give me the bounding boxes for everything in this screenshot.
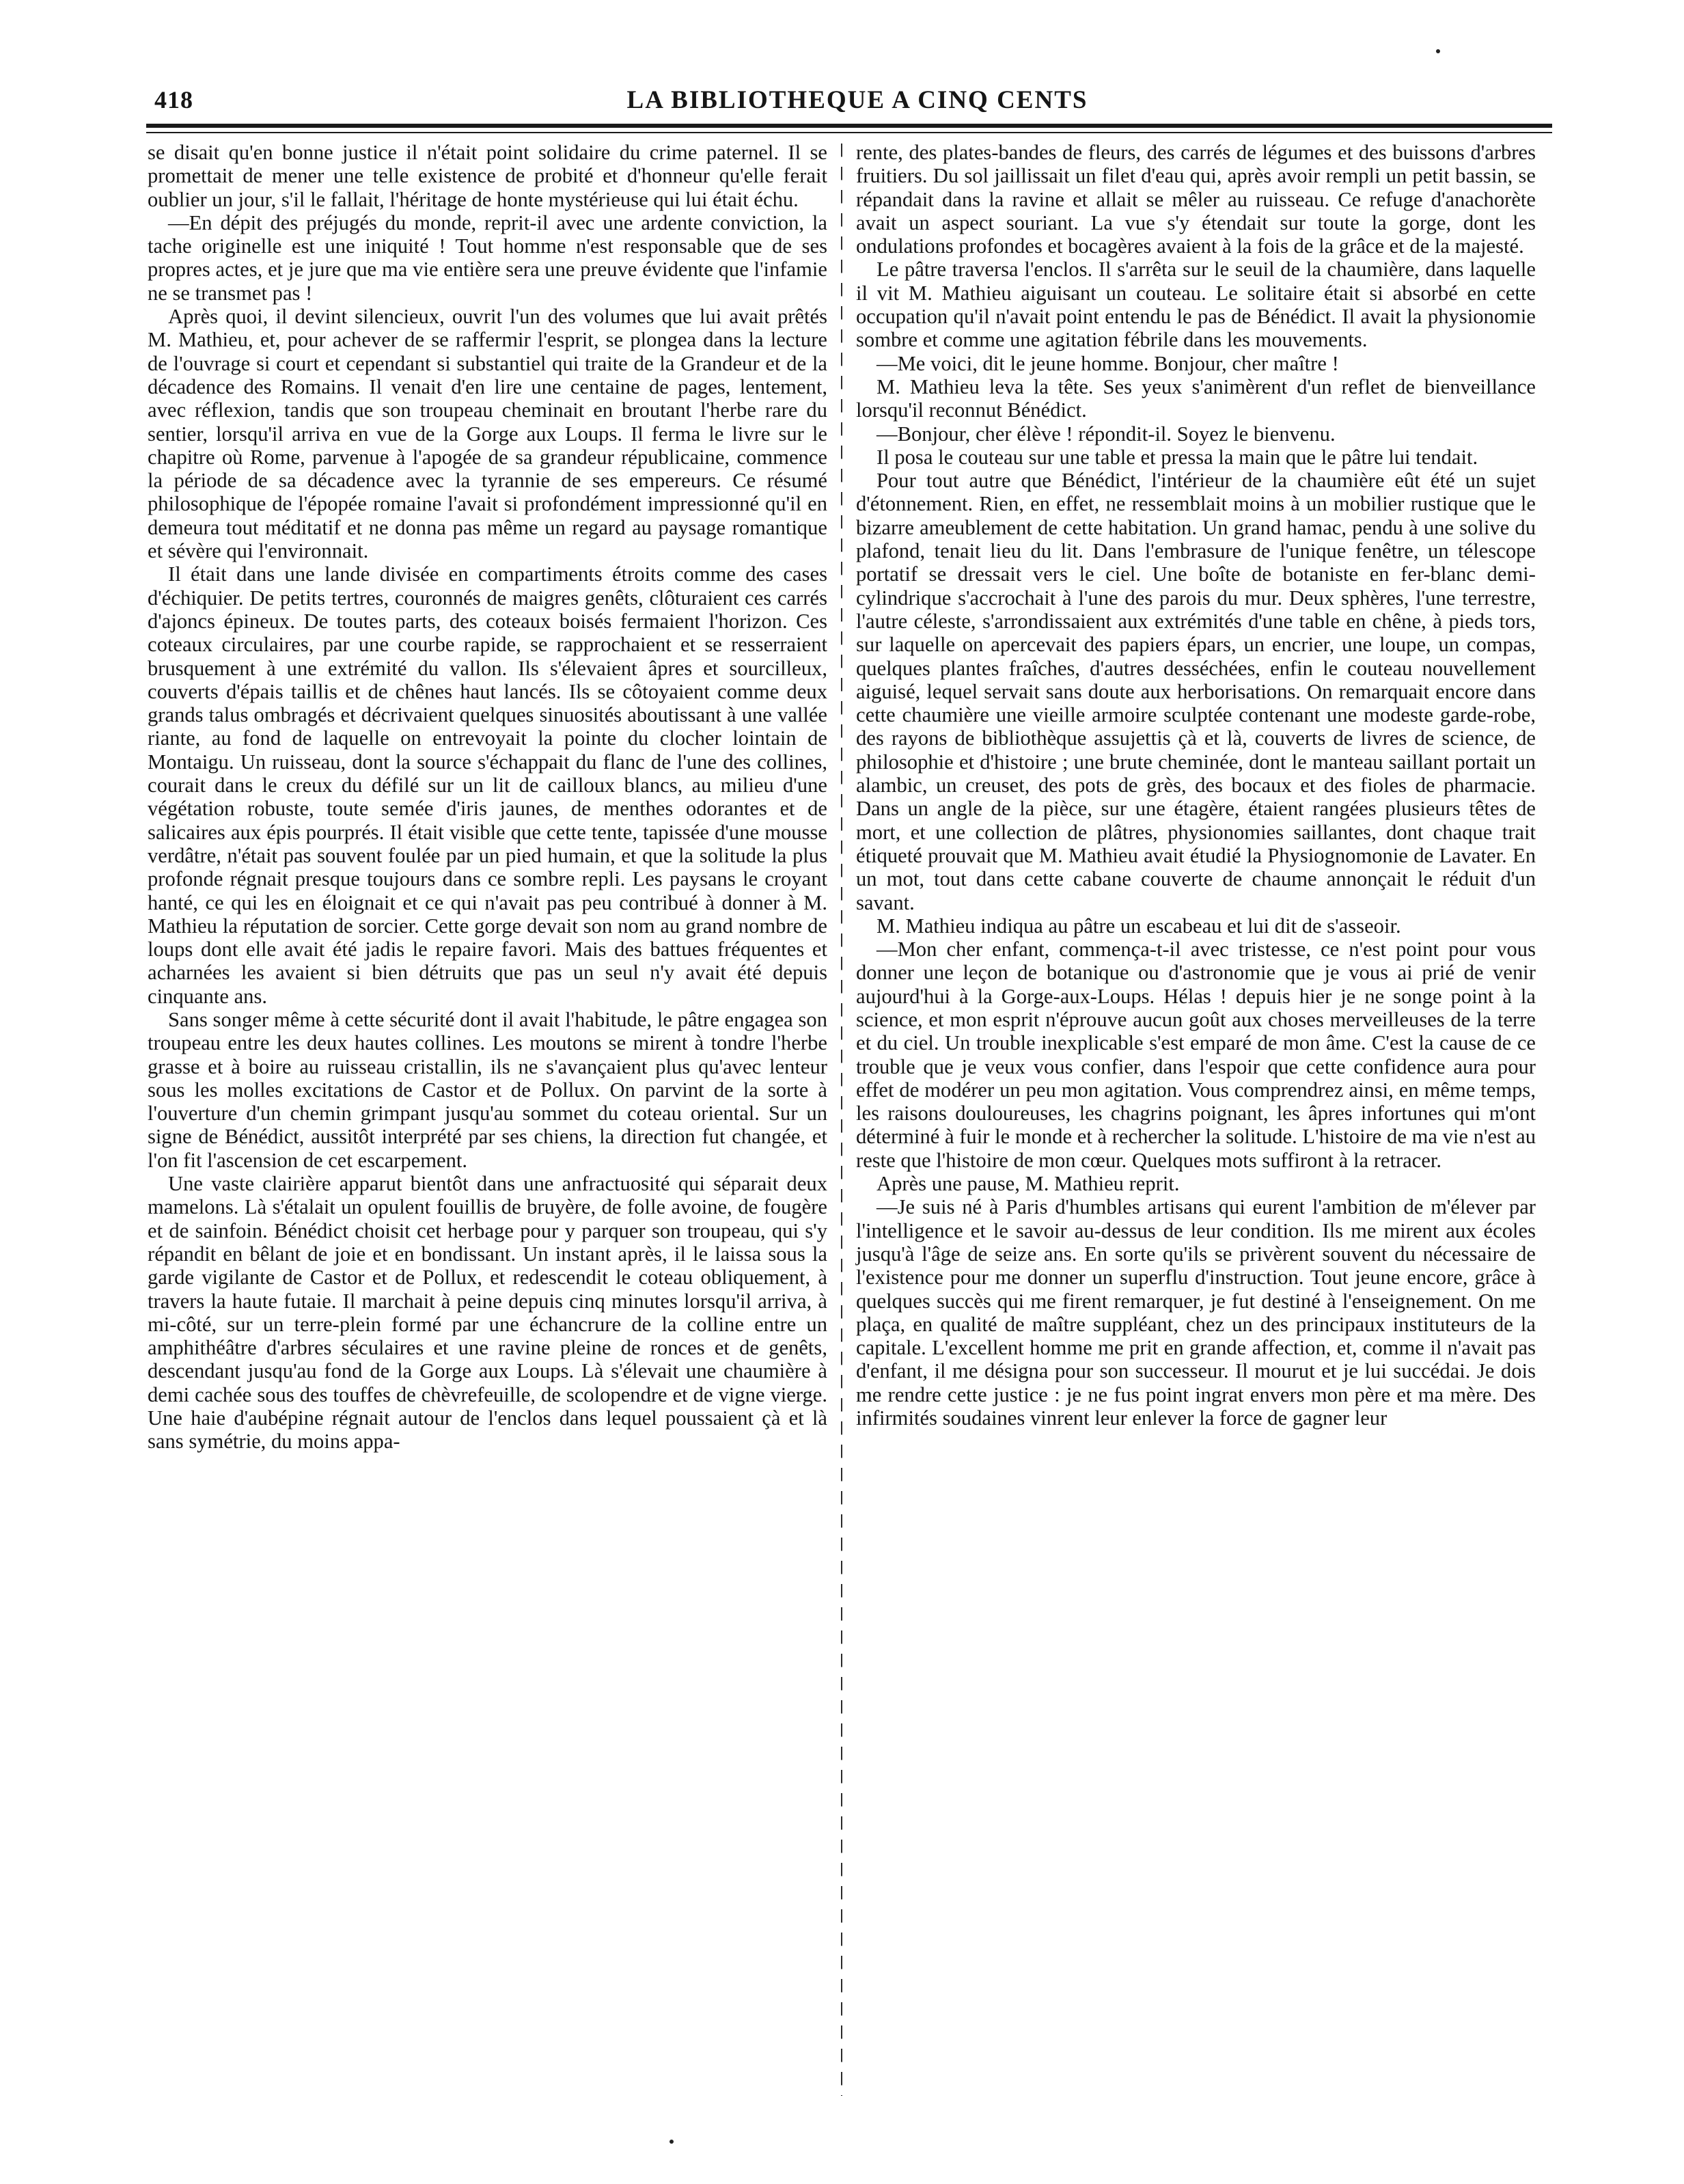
paragraph: Pour tout autre que Bénédict, l'intérieur de la chaumière eût été un sujet d'étonnement. Rien, en effet, ne ressemblait moins à un mobilier rustique que le bizarre ameublement de cette habitation. Un grand hamac, pendu à une solive du plafond, tenait lieu du lit. Dans l'embrasure de l'unique fenêtre, un télescope portatif se dressait vers le ciel. Une boîte de botaniste en fer-blanc demi-cylindrique s'accrochait à l'une des parois du mur. Deux sphères, l'une terrestre, l'autre céleste, s'arrondissaient aux extrémités d'une table en chêne, à pieds tors, sur laquelle on apercevait des papiers épars, un encrier, une loupe, un compas, quelques plantes fraîches, d'autres desséchées, enfin le couteau nouvellement aiguisé, lequel servait sans doute aux herborisations. On remarquait encore dans cette chaumière une vieille armoire sculptée contenant une modeste garde-robe, des rayons de bibliothèque assujettis çà et là, couverts de livres de science, de philosophie et d'histoire ; une brute cheminée, dont le manteau saillant portait un alambic, un creuset, des pots de grès, des bocaux et des fioles de pharmacie. Dans un angle de la pièce, sur une étagère, étaient rangées plusieurs têtes de mort, et une collection de plâtres, physionomies saillantes, dont chaque trait étiqueté prouvait que M. Mathieu avait étudié la Physiognomonie de Lavater. En un mot, tout dans cette cabane couverte de chaume annonçait le réduit d'un savant.: [856, 469, 1536, 914]
ink-speck: [670, 2140, 674, 2144]
paragraph: se disait qu'en bonne justice il n'était point solidaire du crime paternel. Il se promettait de mener une telle existence de probité et d'honneur qu'elle ferait oublier un jour, s'il le fallait, l'héritage de honte mystérieuse qui lui était échu.: [148, 141, 827, 211]
paragraph: —Mon cher enfant, commença-t-il avec tristesse, ce n'est point pour vous donner une leçon de botanique ou d'astronomie que je vous ai prié de venir aujourd'hui à la Gorge-aux-Loups. Hélas ! depuis hier je ne songe point à la science, et mon esprit n'éprouve aucun goût aux choses merveilleuses de la terre et du ciel. Un trouble inexplicable s'est emparé de mon âme. C'est la cause de ce trouble que je veux vous confier, dans l'espoir que cette confidence aura pour effet de modérer un peu mon agitation. Vous comprendrez ainsi, en même temps, les raisons douloureuses, les chagrins poignant, les âpres infortunes qui m'ont déterminé à fuir le monde et à rechercher la solitude. L'histoire de ma vie n'est au reste que l'histoire de mon cœur. Quelques mots suffiront à la retracer.: [856, 938, 1536, 1172]
paragraph: Le pâtre traversa l'enclos. Il s'arrêta sur le seuil de la chaumière, dans laquelle il vit M. Mathieu aiguisant un couteau. Le solitaire était si absorbé en cette occupation qu'il n'avait point entendu le pas de Bénédict. Il avait la physionomie sombre et comme une agitation fébrile dans les mouvements.: [856, 258, 1536, 352]
paragraph: —Me voici, dit le jeune homme. Bonjour, cher maître !: [876, 351, 1339, 375]
page-number: 418: [154, 86, 193, 113]
paragraph: rente, des plates-bandes de fleurs, des carrés de légumes et des buissons d'arbres fruitiers. Du sol jaillissait un filet d'eau qui, après avoir rempli un petit bassin, se répandait dans la ravine et allait se mêler au ruisseau. Ce refuge d'anachorète avait un aspect souriant. La vue s'y étendait sur toute la gorge, dont les ondulations profondes et bocagères avaient à la fois de la grâce et de la majesté.: [856, 141, 1536, 258]
paragraph: Il était dans une lande divisée en compartiments étroits comme des cases d'échiquier. De petits tertres, couronnés de maigres genêts, clôturaient ces carrés d'ajoncs épineux. De toutes parts, des coteaux boisés fermaient l'horizon. Ces coteaux circulaires, par une courbe rapide, se rapprochaient et se resserraient brusquement à une extrémité du vallon. Ils s'élevaient âpres et sourcilleux, couverts d'épais taillis et de chênes haut lancés. Ils se côtoyaient comme deux grands talus ombragés et décrivaient quelques sinuosités aboutissant à une vallée riante, au fond de laquelle on entrevoyait la pointe du clocher lointain de Montaigu. Un ruisseau, dont la source s'échappait du flanc de l'une des collines, courait dans le creux du défilé sur un lit de cailloux blancs, au milieu d'une végétation robuste, toute semée d'iris jaunes, de menthes odorantes et de salicaires aux épis pourprés. Il était visible que cette tente, tapissée d'une mousse verdâtre, n'était pas souvent foulée par un pied humain, et que la solitude la plus profonde régnait presque toujours dans ce sombre repli. Les paysans le croyant hanté, ce qui les en éloignait et ce qui n'avait pas peu contribué à donner à M. Mathieu la réputation de sorcier. Cette gorge devait son nom au grand nombre de loups dont elle avait été jadis le repaire favori. Mais des battues fréquentes et acharnées les avaient si bien détruits que pas un seul n'y avait été depuis cinquante ans.: [148, 562, 827, 1008]
paragraph: Il posa le couteau sur une table et pressa la main que le pâtre lui tendait.: [876, 445, 1478, 469]
paragraph: M. Mathieu indiqua au pâtre un escabeau et lui dit de s'asseoir.: [876, 914, 1401, 938]
left-column: [148, 141, 827, 1453]
page-header: [154, 80, 1560, 121]
paragraph: Après quoi, il devint silencieux, ouvrit l'un des volumes que lui avait prêtés M. Mathieu, et, pour achever de se raffermir l'esprit, se plongea dans la lecture de l'ouvrage si court et cependant si substantiel qui traite de la Grandeur et de la décadence des Romains. Il venait d'en lire une centaine de pages, lentement, avec réflexion, tandis que son troupeau cheminait en broutant l'herbe rare du sentier, lorsqu'il arriva en vue de la Gorge aux Loups. Il ferma le livre sur le chapitre où Rome, parvenue à l'apogée de sa grandeur républicaine, commence la période de sa décadence avec la tyrannie de ses empereurs. Ce résumé philosophique de l'épopée romaine l'avait si profondément impressionné qu'il en demeura tout méditatif et ne donna pas même un regard au paysage romantique et sévère qui l'environnait.: [148, 305, 827, 563]
paragraph: —En dépit des préjugés du monde, reprit-il avec une ardente conviction, la tache originelle est une iniquité ! Tout homme n'est responsable que de ses propres actes, et je jure que ma vie entière sera une preuve évidente que l'infamie ne se transmet pas !: [148, 210, 827, 305]
paragraph: Une vaste clairière apparut bientôt dans une anfractuosité qui séparait deux mamelons. Là s'étalait un opulent fouillis de bruyère, de folle avoine, de fougère et de sainfoin. Bénédict choisit cet herbage pour y parquer son troupeau, qui s'y répandit en bêlant de joie et en bondissant. Un instant après, il le laissa sous la garde vigilante de Castor et de Pollux, et redescendit le coteau obliquement, à travers la haute futaie. Il marchait à peine depuis cinq minutes lorsqu'il arriva, à mi-côté, sur un terre-plein formé par une échancrure de la colline entre un amphithéâtre d'arbres séculaires et une ravine pleine de ronces et de genêts, descendant jusqu'au fond de la Gorge aux Loups. Là s'élevait une chaumière à demi cachée sous des touffes de chèvrefeuille, de scolopendre et de vigne vierge. Une haie d'aubépine régnait autour de l'enclos dans lequel poussaient çà et là sans symétrie, du moins appa-: [148, 1172, 827, 1453]
paragraph: Sans songer même à cette sécurité dont il avait l'habitude, le pâtre engagea son troupeau entre les deux hautes collines. Les moutons se mirent à tondre l'herbe grasse et à boire au ruisseau cristallin, ils ne s'avançaient plus qu'avec lenteur sous les molles excitations de Castor et de Pollux. On parvint de la sorte à l'ouverture d'un chemin grimpant jusqu'au sommet du coteau oriental. Sur un signe de Bénédict, aussitôt interprété par ses chiens, la direction fut changée, et l'on fit l'ascension de cet escarpement.: [148, 1007, 827, 1172]
paragraph: Après une pause, M. Mathieu reprit.: [876, 1172, 1180, 1196]
paragraph: —Bonjour, cher élève ! répondit-il. Soyez le bienvenu.: [876, 422, 1336, 446]
running-title: LA BIBLIOTHEQUE A CINQ CENTS: [626, 86, 1088, 114]
paragraph: M. Mathieu leva la tête. Ses yeux s'animèrent d'un reflet de bienveillance lorsqu'il reconnut Bénédict.: [856, 374, 1536, 422]
ink-speck: [1436, 49, 1440, 53]
header-rule-thick: [146, 124, 1552, 128]
paragraph: —Je suis né à Paris d'humbles artisans qui eurent l'ambition de m'élever par l'intelligence et le savoir au-dessus de leur condition. Ils me mirent aux écoles jusqu'à l'âge de seize ans. En sorte qu'ils se privèrent souvent du nécessaire de l'existence pour me donner un superflu d'instruction. Tout jeune encore, grâce à quelques succès qui me firent remarquer, je fut destiné à l'enseignement. On me plaça, en qualité de maître suppléant, chez un des principaux instituteurs de la capitale. L'excellent homme me prit en grande affection, et, comme il n'avait pas d'enfant, il me désigna pour son successeur. Il mourut et je lui succédai. Je dois me rendre cette justice : je ne fus point ingrat envers mon père et ma mère. Des infirmités soudaines vinrent leur enlever la force de gagner leur: [856, 1195, 1536, 1430]
header-rule-thin: [146, 132, 1552, 133]
right-column: [856, 141, 1536, 1430]
column-divider: [841, 144, 842, 2096]
